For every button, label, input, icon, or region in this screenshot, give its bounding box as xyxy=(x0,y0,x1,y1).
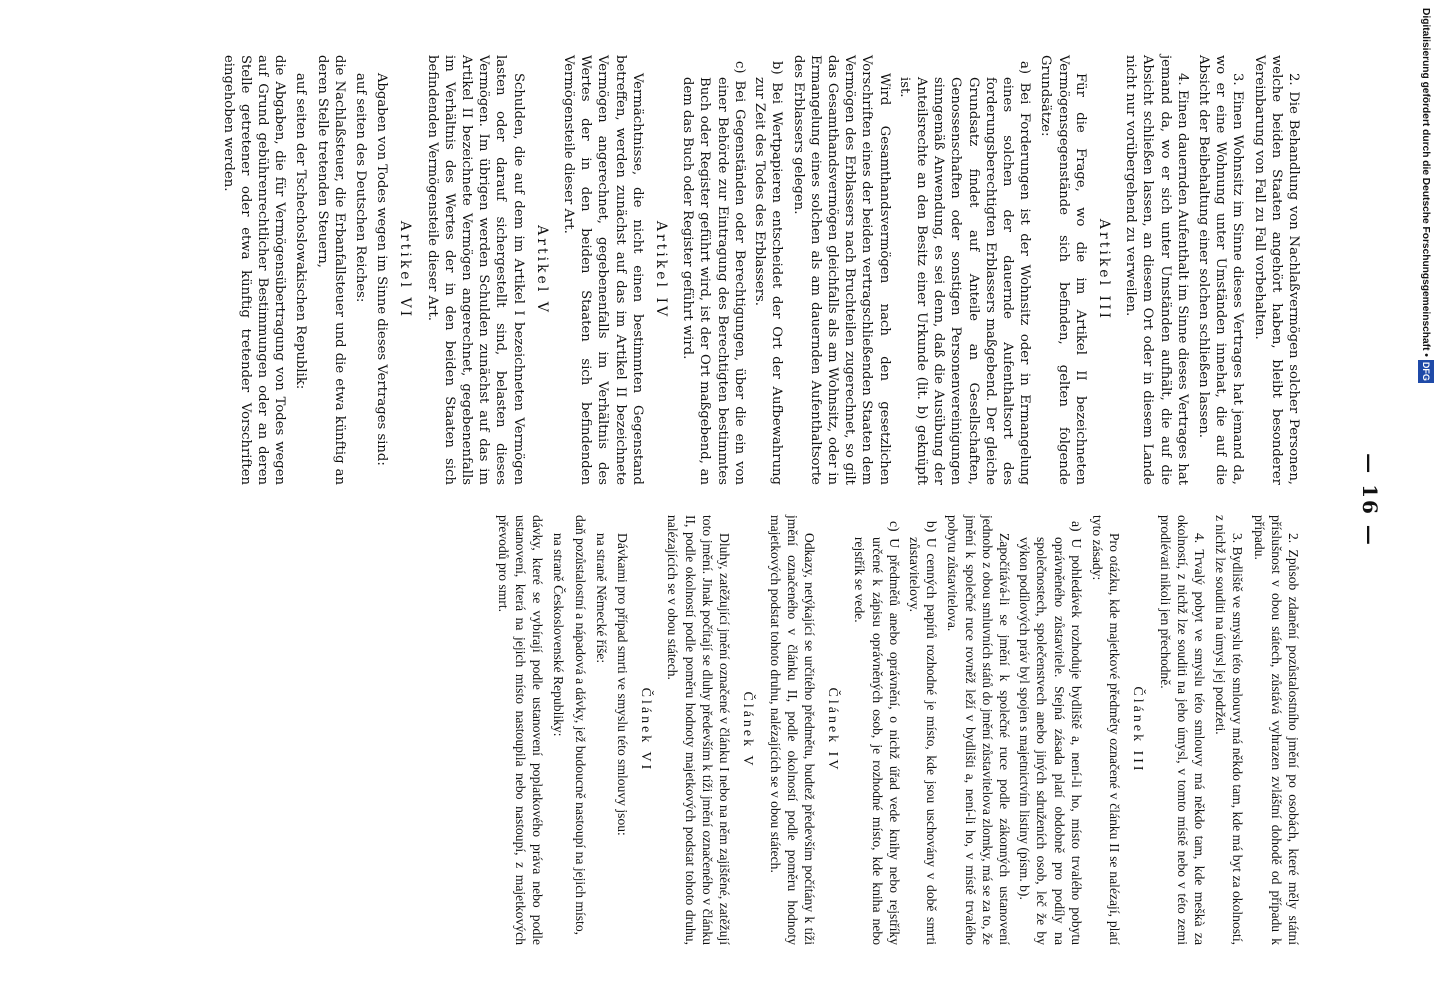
paragraph: Für die Frage, wo die im Artikel II bezeichneten Vermögensgegenstände sich befinden, gelten folgende Grundsätze: xyxy=(1038,55,1088,485)
paragraph: Započítává-li se jmění k společné ruce podle zákonných ustanovení jednoho z obou smluvních států do jmění zůstavitelova zlomky, má se za to, že jmění k společné ruce rovněž leží v bydlišti a, není-li ho, v místě trvalého pobytu zůstavitelova. xyxy=(945,515,1012,945)
german-column xyxy=(215,55,1302,485)
paragraph: 4. Einen dauernden Aufenthalt im Sinne dieses Vertrages hat jemand da, wo er sich unter Umständen aufhält, die auf die Absicht schließen lassen, an diesem Ort oder in diesem Lande nicht nur vorübergehend zu verweilen. xyxy=(1123,55,1190,485)
list-item: a) U pohledávek rozhoduje bydliště a, není-li ho, místo trvalého pobytu oprávněného zůstavitele. Stejná zásada platí obdobně pro podíly na společnostech, společenstvech anebo jiných sdruženích osob, leč že by výkon podílových práv byl spojen s majetnictvím listiny (písm. b). xyxy=(1017,521,1084,945)
paragraph: na straně Německé říše: xyxy=(593,533,609,664)
article-heading: Artikel IV xyxy=(653,220,670,320)
list-item: c) U předmětů anebo oprávnění, o nichž úřad vede knihy nebo rejstříky určené k zápisu oprávněných osob, je rozhodné místo, kde kniha nebo rejstřík se vede. xyxy=(852,521,902,945)
article-heading: Artikel V xyxy=(533,225,550,315)
paragraph: Pro otázku, kde majetkové předměty označené v článku II se nalézají, platí tyto zásady: xyxy=(1089,515,1123,945)
paragraph: auf seiten des Deutschen Reiches: xyxy=(353,73,369,303)
paragraph: 4. Trvalý pobyt ve smyslu této smlouvy má někdo tam, kde meškà za okolností, z nichž lze souditi na jeho úmysl, v tomto místě nebo v této zemi prodlévati nikoli jen přechodně. xyxy=(1157,515,1207,945)
paragraph: Abgaben von Todes wegen im Sinne dieses Vertrages sind: xyxy=(374,73,390,466)
article-heading: Článek V xyxy=(740,691,756,769)
paragraph: Vermächtnisse, die nicht einen bestimmten Gegenstand betreffen, werden zunächst auf das im Artikel II bezeichnete Vermögen angerechnet, gegebenenfalls im Verhältnis des Wertes der in den beiden Staaten sich befindenden Vermögensteile dieser Art. xyxy=(561,55,645,485)
czech-column xyxy=(491,515,1302,945)
paragraph: 3. Einen Wohnsitz im Sinne dieses Vertrages hat jemand da, wo er eine Wohnung unter Umständen innehat, die auf die Absicht der Beibehaltung einer solchen schließen lassen. xyxy=(1195,55,1246,485)
paragraph: daň pozůstalostní a nápadová a dávky, jež budoucně nastoupí na jejich místo, xyxy=(572,515,588,936)
paragraph: dávky, které se vybírají podle ustanovení poplatkového práva nebo podle ustanovení, která na jejich místo nastoupila nebo nastoupí, z majetkových převodů pro smrt. xyxy=(495,515,546,945)
paragraph: Wird Gesamthandsvermögen nach den gesetzlichen Vorschriften eines der beiden vertragschließenden Staaten dem Vermögen des Erblassers nach Bruchteilen zugerechnet, so gilt das Gesamthandsvermögen gleichfalls als am Wohnsitz, oder in Ermangelung eines solchen als am dauernden Aufenthaltsorte des Erblassers gelegen. xyxy=(790,55,892,485)
page-number: — 16 — xyxy=(1358,453,1382,547)
paragraph: 2. Způsob zdanění pozůstalostního jmění po osobách, které měly státní příslušnost v obou státech, zůstává vyhrazen zvláštní dohodě od případu k případu. xyxy=(1251,515,1301,945)
paragraph: 3. Bydliště ve smyslu této smlouvy má někdo tam, kde má byt za okolností, z nichž lze souditi na úmysl jej podržeti. xyxy=(1213,515,1246,945)
paragraph: auf seiten der Tschechoslowakischen Republik: xyxy=(293,73,309,390)
article-heading: Artikel III xyxy=(1095,218,1112,322)
article-heading: Článek III xyxy=(1130,686,1146,774)
dfg-watermark xyxy=(1418,8,1434,392)
article-heading: Článek IV xyxy=(825,687,841,773)
article-heading: Článek VI xyxy=(638,687,654,773)
list-item: b) Bei Wertpapieren entscheidet der Ort der Aufbewahrung zur Zeit des Todes des Erblassers. xyxy=(752,61,785,485)
dfg-logo: DFG xyxy=(1418,360,1434,383)
list-item: c) Bei Gegenständen oder Berechtigungen, über die ein von einer Behörde zur Eintragung des Berechtigten bestimmtes Buch oder Register geführt wird, ist der Ort maßgebend, an dem das Buch oder Register geführt wird. xyxy=(680,61,747,485)
paragraph: Dluhy, zatěžující jmění označené v článku I nebo na něm zajištěné, zatěžují toto jmění. Jinak počítají se dluhy především k tíži jmění označeného v článku II, podle okolností podle poměru hodnoty majetkových podstat tohoto druhu, nalézajících se v obou státech. xyxy=(665,515,733,945)
paragraph: die Abgaben, die für Vermögensübertragung von Todes wegen auf Grund gebührenrechtlicher Bestimmungen oder an deren Stelle getretener oder etwa künftig tretender Vorschriften eingehoben werden. xyxy=(220,55,288,485)
rotated-page-body xyxy=(112,30,1402,970)
paragraph: 2. Die Behandlung von Nachlaßvermögen solcher Personen, welche beiden Staaten angehört haben, bleibt besonderer Vereinbarung von Fall zu Fall vorbehalten. xyxy=(1251,55,1301,485)
paragraph: Schulden, die auf dem im Artikel I bezeichneten Vermögen lasten oder darauf sichergestellt sind, belasten dieses Vermögen. Im übrigen werden Schulden zunächst auf das im Artikel II bezeichnete Vermögen angerechnet, gegebenenfalls im Verhältnis des Wertes der in den beiden Staaten sich befindenden Vermögensteile dieser Art. xyxy=(424,55,526,485)
paragraph: die Nachlaßsteuer, die Erbanfallsteuer und die etwa künftig an deren Stelle tretenden Steuern, xyxy=(314,55,347,485)
paragraph: Dávkami pro případ smrti ve smyslu této smlouvy jsou: xyxy=(615,533,631,836)
article-heading: Artikel VI xyxy=(397,220,414,320)
paragraph: na straně Československé Republiky: xyxy=(551,533,567,737)
watermark-text: Digitalisierung gefördert durch die Deutsche Forschungsgemeinschaft • xyxy=(1420,8,1431,357)
paragraph: Odkazy, netýkající se určitého předmětu, budtež především počítány k tíži jmění označeného v článku II, podle okolností podle poměru hodnoty majetkových podstat tohoto druhu, nalézajících se v obou státech. xyxy=(767,515,817,945)
list-item: b) U cenných papírů rozhodné je místo, kde jsou uschovány v době smrti zůstavitelovy. xyxy=(906,521,940,945)
list-item: a) Bei Forderungen ist der Wohnsitz oder in Ermangelung eines solchen der dauernde Aufenthaltsort des forderungsberechtigten Erblassers maßgebend. Der gleiche Grundsatz findet auf Anteile an Gesellschaften, Genossenschaften oder sonstigen Personenvereinigungen sinngemäß Anwendung, es sei denn, daß die Ausübung der Anteilsrechte an den Besitz einer Urkunde (lit. b) geknüpft ist. xyxy=(896,61,1033,485)
